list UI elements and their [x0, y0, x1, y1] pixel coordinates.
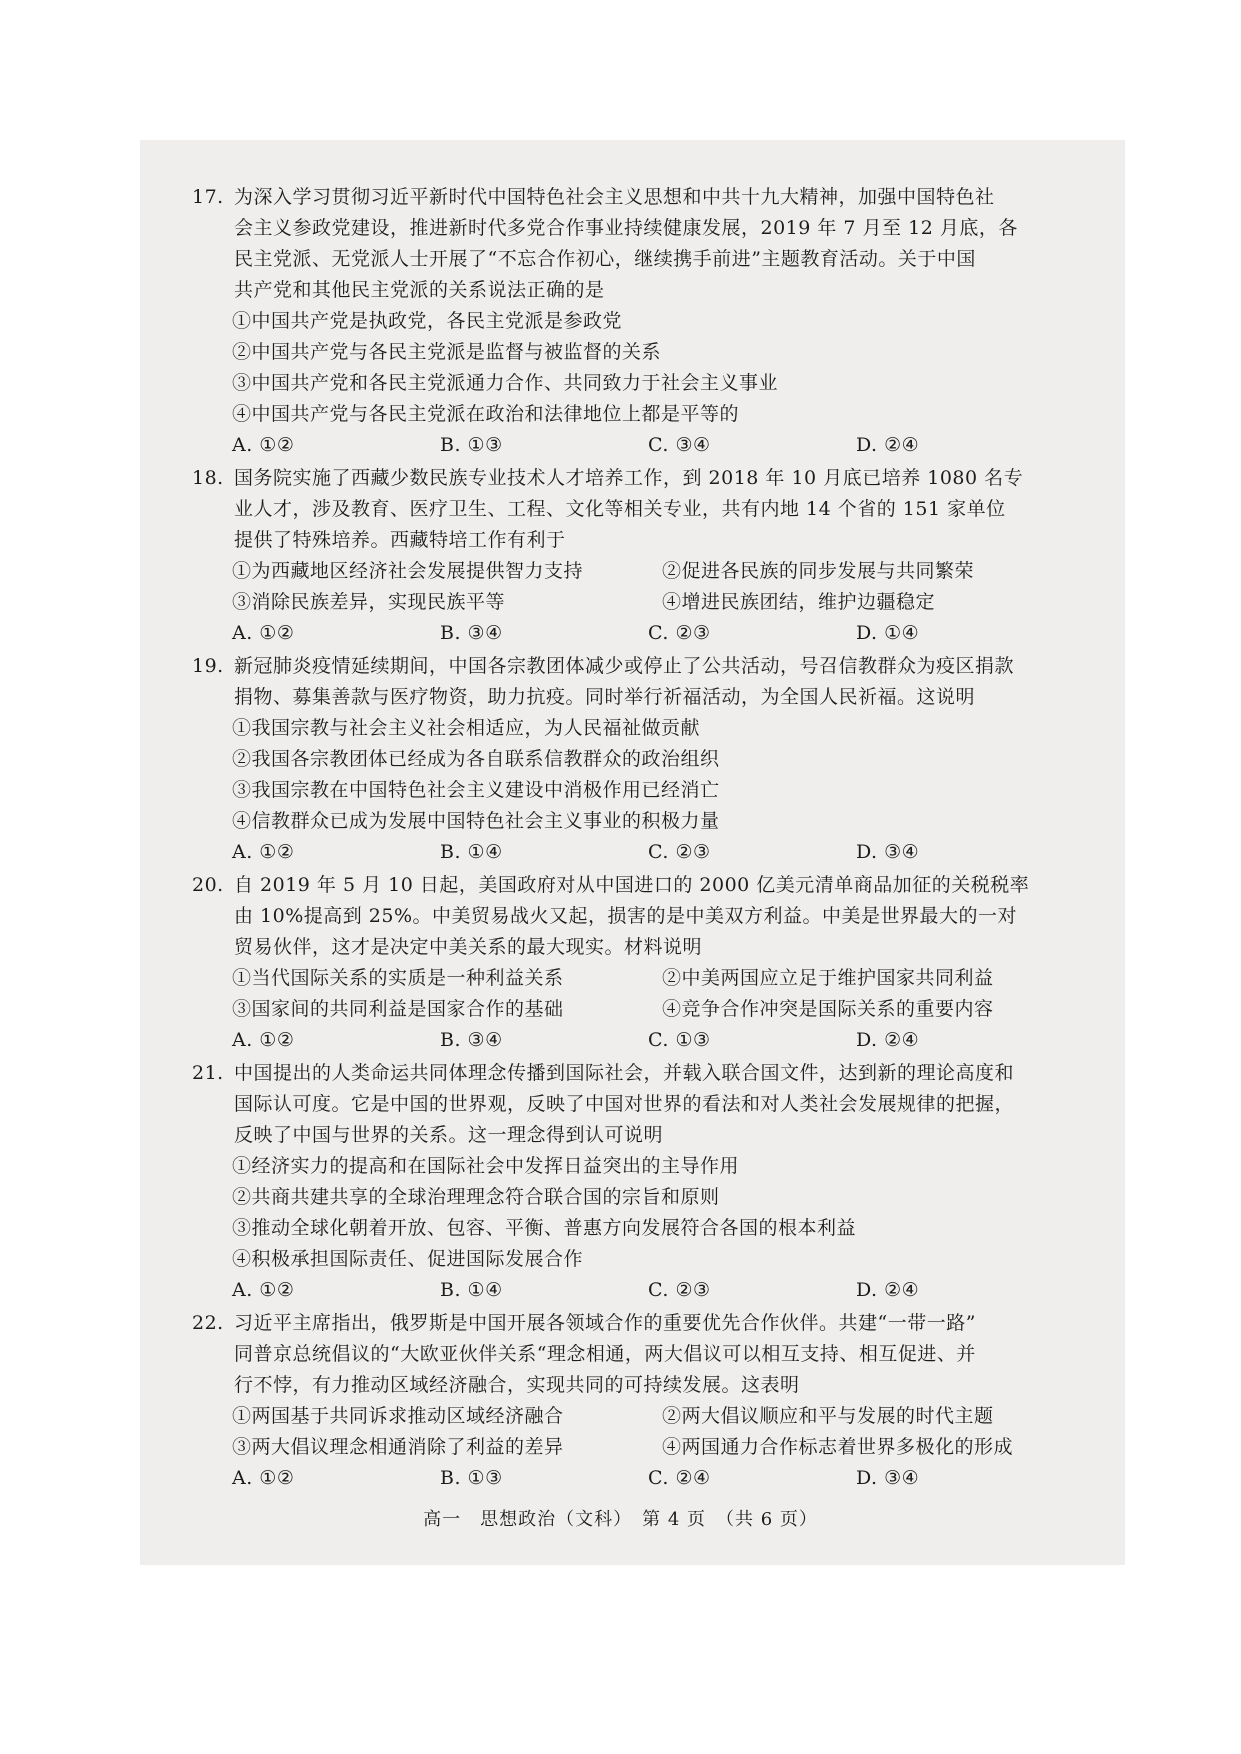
question-stem-line: 由 10%提高到 25%。中美贸易战火又起，损害的是中美双方利益。中美是世界最大的一对 — [234, 905, 1018, 927]
answer-choice-d: D. ②④ — [856, 1029, 920, 1051]
statement-pair-row — [192, 556, 1092, 587]
question-stem-line: 业人才，涉及教育、医疗卫生、工程、文化等相关专业，共有内地 14 个省的 151 家单位 — [234, 498, 1006, 520]
answer-choice-d: D. ②④ — [856, 1279, 920, 1301]
answer-choice-d: D. ②④ — [856, 434, 920, 456]
statement-option: ④增进民族团结，维护边疆稳定 — [662, 591, 936, 613]
statement-option: ④竞争合作冲突是国际关系的重要内容 — [662, 998, 994, 1020]
answer-choices — [192, 837, 1092, 868]
question-stem-line: 会主义参政党建设，推进新时代多党合作事业持续健康发展，2019 年 7 月至 12 月底，各 — [234, 217, 1018, 239]
question-stem-text: 中国提出的人类命运共同体理念传播到国际社会，并载入联合国文件，达到新的理论高度和 — [234, 1062, 1015, 1084]
answer-choice-a: A. ①② — [232, 1279, 295, 1301]
question-stem-line — [192, 1058, 1092, 1089]
answer-choice-d: D. ③④ — [856, 841, 920, 863]
statement-option: ①我国宗教与社会主义社会相适应，为人民福祉做贡献 — [232, 717, 701, 739]
question-stem-text: 自 2019 年 5 月 10 日起，美国政府对从中国进口的 2000 亿美元清单商品加征的关税税率 — [234, 874, 1030, 896]
answer-choice-a: A. ①② — [232, 622, 295, 644]
statement-option: ④两国通力合作标志着世界多极化的形成 — [662, 1436, 1014, 1458]
question-stem-text: 习近平主席指出，俄罗斯是中国开展各领域合作的重要优先合作伙伴。共建“一带一路” — [234, 1312, 976, 1334]
question-stem-text: 国务院实施了西藏少数民族专业技术人才培养工作，到 2018 年 10 月底已培养 1080 名专 — [234, 467, 1024, 489]
question-18 — [192, 463, 1092, 649]
question-20 — [192, 870, 1092, 1056]
answer-choice-c: C. ②③ — [648, 841, 711, 863]
question-number: 22. — [192, 1312, 224, 1334]
statement-pair-row — [192, 587, 1092, 618]
statement-option: ②两大倡议顺应和平与发展的时代主题 — [662, 1405, 994, 1427]
question-stem-line: 共产党和其他民主党派的关系说法正确的是 — [234, 279, 605, 301]
question-stem-line — [192, 463, 1092, 494]
statement-option: ②中美两国应立足于维护国家共同利益 — [662, 967, 994, 989]
question-stem-line: 捐物、募集善款与医疗物资，助力抗疫。同时举行祈福活动，为全国人民祈福。这说明 — [234, 686, 976, 708]
question-number: 21. — [192, 1062, 224, 1084]
question-list — [192, 182, 1092, 1496]
answer-choice-b: B. ①③ — [440, 434, 503, 456]
answer-choice-d: D. ①④ — [856, 622, 920, 644]
question-stem-line — [192, 1308, 1092, 1339]
statement-option: ③中国共产党和各民主党派通力合作、共同致力于社会主义事业 — [232, 372, 779, 394]
question-stem-line — [192, 182, 1092, 213]
statement-option: ①两国基于共同诉求推动区域经济融合 — [232, 1405, 564, 1427]
question-stem-text: 新冠肺炎疫情延续期间，中国各宗教团体减少或停止了公共活动，号召信教群众为疫区捐款 — [234, 655, 1015, 677]
answer-choice-a: A. ①② — [232, 1029, 295, 1051]
statement-option: ①中国共产党是执政党，各民主党派是参政党 — [232, 310, 623, 332]
answer-choices — [192, 1025, 1092, 1056]
question-stem-text: 为深入学习贯彻习近平新时代中国特色社会主义思想和中共十九大精神，加强中国特色社 — [234, 186, 995, 208]
answer-choice-b: B. ①③ — [440, 1467, 503, 1489]
question-stem-line — [192, 651, 1092, 682]
question-stem-line: 国际认可度。它是中国的世界观，反映了中国对世界的看法和对人类社会发展规律的把握， — [234, 1093, 1015, 1115]
question-21 — [192, 1058, 1092, 1306]
answer-choice-c: C. ②③ — [648, 622, 711, 644]
statement-pair-row — [192, 1401, 1092, 1432]
question-19 — [192, 651, 1092, 868]
statement-pair-row — [192, 994, 1092, 1025]
statement-option: ③推动全球化朝着开放、包容、平衡、普惠方向发展符合各国的根本利益 — [232, 1217, 857, 1239]
question-stem-line — [192, 870, 1092, 901]
statement-option: ②共商共建共享的全球治理理念符合联合国的宗旨和原则 — [232, 1186, 720, 1208]
statement-option: ③消除民族差异，实现民族平等 — [232, 591, 506, 613]
statement-option: ①为西藏地区经济社会发展提供智力支持 — [232, 560, 584, 582]
question-stem-line: 贸易伙伴，这才是决定中美关系的最大现实。材料说明 — [234, 936, 703, 958]
statement-option: ③两大倡议理念相通消除了利益的差异 — [232, 1436, 564, 1458]
question-stem-line: 同普京总统倡议的“大欧亚伙伴关系“理念相通，两大倡议可以相互支持、相互促进、并 — [234, 1343, 976, 1365]
question-number: 19. — [192, 655, 224, 677]
question-22 — [192, 1308, 1092, 1494]
statement-option: ④信教群众已成为发展中国特色社会主义事业的积极力量 — [232, 810, 720, 832]
answer-choice-a: A. ①② — [232, 434, 295, 456]
statement-pair-row — [192, 1432, 1092, 1463]
question-number: 17. — [192, 186, 224, 208]
statement-option: ③国家间的共同利益是国家合作的基础 — [232, 998, 564, 1020]
statement-option: ②中国共产党与各民主党派是监督与被监督的关系 — [232, 341, 662, 363]
answer-choices — [192, 618, 1092, 649]
answer-choice-b: B. ③④ — [440, 622, 503, 644]
answer-choice-a: A. ①② — [232, 841, 295, 863]
answer-choice-b: B. ①④ — [440, 841, 503, 863]
question-number: 18. — [192, 467, 224, 489]
question-stem-line: 民主党派、无党派人士开展了“不忘合作初心，继续携手前进”主题教育活动。关于中国 — [234, 248, 976, 270]
statement-option: ④积极承担国际责任、促进国际发展合作 — [232, 1248, 584, 1270]
question-stem-line: 反映了中国与世界的关系。这一理念得到认可说明 — [234, 1124, 664, 1146]
answer-choices — [192, 1275, 1092, 1306]
question-stem-line: 行不悖，有力推动区域经济融合，实现共同的可持续发展。这表明 — [234, 1374, 800, 1396]
answer-choice-b: B. ③④ — [440, 1029, 503, 1051]
question-number: 20. — [192, 874, 224, 896]
answer-choices — [192, 1463, 1092, 1494]
statement-option: ②促进各民族的同步发展与共同繁荣 — [662, 560, 975, 582]
question-stem-line: 提供了特殊培养。西藏特培工作有利于 — [234, 529, 566, 551]
question-17 — [192, 182, 1092, 461]
answer-choice-c: C. ①③ — [648, 1029, 711, 1051]
statement-option: ①经济实力的提高和在国际社会中发挥日益突出的主导作用 — [232, 1155, 740, 1177]
statement-option: ③我国宗教在中国特色社会主义建设中消极作用已经消亡 — [232, 779, 720, 801]
statement-option: ④中国共产党与各民主党派在政治和法律地位上都是平等的 — [232, 403, 740, 425]
statement-option: ①当代国际关系的实质是一种利益关系 — [232, 967, 564, 989]
statement-pair-row — [192, 963, 1092, 994]
answer-choice-b: B. ①④ — [440, 1279, 503, 1301]
statement-option: ②我国各宗教团体已经成为各自联系信教群众的政治组织 — [232, 748, 720, 770]
answer-choice-a: A. ①② — [232, 1467, 295, 1489]
page-footer: 高一 思想政治（文科） 第 4 页 （共 6 页） — [423, 1509, 818, 1530]
answer-choices — [192, 430, 1092, 461]
answer-choice-d: D. ③④ — [856, 1467, 920, 1489]
answer-choice-c: C. ②③ — [648, 1279, 711, 1301]
answer-choice-c: C. ③④ — [648, 434, 711, 456]
answer-choice-c: C. ②④ — [648, 1467, 711, 1489]
